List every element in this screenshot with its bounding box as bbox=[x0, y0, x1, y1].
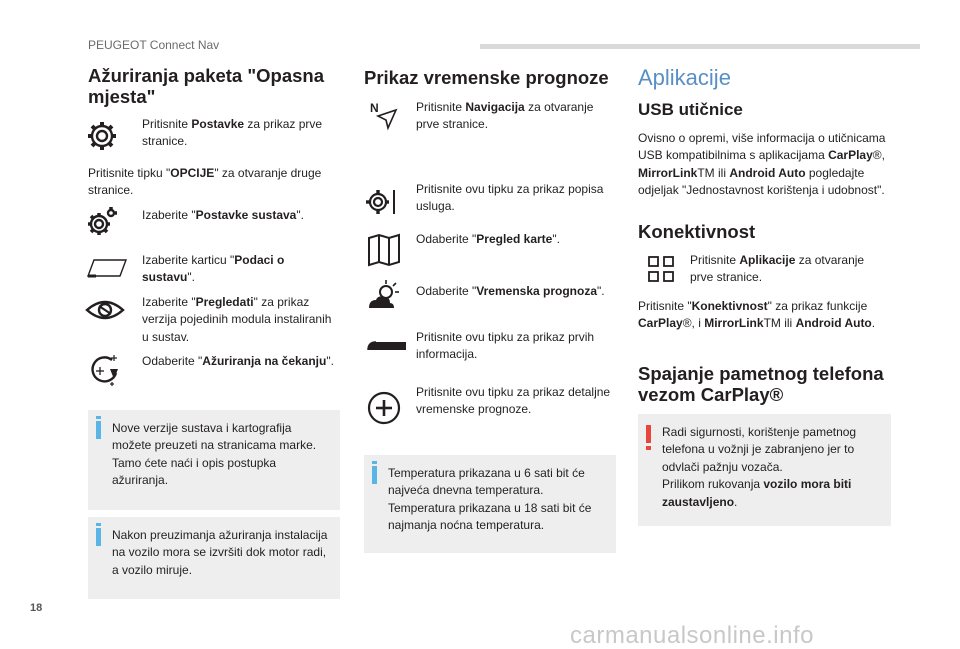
step-press-applications: Pritisnite Aplikacije za otvaranje prve stranice. bbox=[690, 253, 865, 285]
gear-icon bbox=[84, 118, 120, 154]
navigation-icon bbox=[366, 98, 402, 134]
subsection-title-carplay: Spajanje pametnog telefona vezom CarPlay® bbox=[638, 363, 884, 405]
info-note-installation: Nakon preuzimanja ažuriranja instalacija na vozilo mora se izvršiti dok motor radi, a vozilo miruje. bbox=[88, 517, 340, 599]
weather-tab-icon bbox=[364, 328, 408, 364]
step-press-settings: Pritisnite Postavke za prikaz prve stranice. bbox=[142, 117, 323, 149]
step-services-list: Pritisnite ovu tipku za prikaz popisa usluga. bbox=[416, 182, 604, 214]
tab-icon bbox=[86, 250, 130, 286]
map-icon bbox=[366, 232, 402, 268]
step-first-info: Pritisnite ovu tipku za prikaz prvih informacija. bbox=[416, 330, 595, 362]
info-icon bbox=[372, 466, 377, 484]
step-system-settings: Izaberite "Postavke sustava". bbox=[142, 208, 304, 222]
plus-circle-icon bbox=[366, 390, 402, 426]
running-header: PEUGEOT Connect Nav bbox=[88, 38, 220, 52]
info-icon bbox=[96, 421, 101, 439]
step-view-versions: Izaberite "Pregledati" za prikaz verzija pojedinih modula instaliranih u sustav. bbox=[142, 295, 332, 344]
info-note-downloads: Nove verzije sustava i kartografija možete preuzeti na stranicama marke. Tamo ćete naći i opis postupka ažuriranja. bbox=[88, 410, 340, 510]
subsection-title-connectivity: Konektivnost bbox=[638, 221, 756, 242]
gear-list-icon bbox=[364, 184, 400, 220]
eye-icon bbox=[84, 292, 126, 328]
update-icon bbox=[86, 351, 122, 387]
subsection-title-usb: USB utičnice bbox=[638, 100, 743, 119]
para-options: Pritisnite tipku "OPCIJE" za otvaranje druge stranice. bbox=[88, 166, 322, 198]
section-title-applications: Aplikacije bbox=[638, 65, 731, 90]
warning-icon bbox=[646, 425, 651, 443]
header-rule bbox=[480, 44, 920, 49]
para-connectivity: Pritisnite "Konektivnost" za prikaz funkcije CarPlay®, i MirrorLinkTM ili Android Auto. bbox=[638, 299, 876, 331]
watermark: carmanualsonline.info bbox=[570, 622, 814, 649]
apps-grid-icon bbox=[646, 254, 676, 284]
section-title-dangerous-areas: Ažuriranja paketa "Opasna mjesta" bbox=[88, 65, 324, 107]
step-pending-updates: Odaberite "Ažuriranja na čekanju". bbox=[142, 354, 334, 368]
step-weather-forecast: Odaberite "Vremenska prognoza". bbox=[416, 284, 605, 298]
info-note-temperature: Temperatura prikazana u 6 sati bit će najveća dnevna temperatura. Temperatura prikazana u 18 sati bit će najmanja noćna temperatura. bbox=[364, 455, 616, 553]
step-system-data-tab: Izaberite karticu "Podaci o sustavu". bbox=[142, 253, 285, 285]
page-number: 18 bbox=[30, 602, 43, 614]
step-detailed-forecast: Pritisnite ovu tipku za prikaz detaljne vremenske prognoze. bbox=[416, 385, 611, 417]
info-icon bbox=[96, 528, 101, 546]
section-title-weather: Prikaz vremenske prognoze bbox=[364, 67, 609, 88]
para-usb: Ovisno o opremi, više informacija o utičnicama USB kompatibilnima s aplikacijama CarPlay®, MirrorLinkTM ili Android Auto pogledajte odjeljak "Jednostavnost korištenja i udobnost". bbox=[638, 131, 886, 198]
gear-double-icon bbox=[84, 204, 120, 240]
step-map-overview: Odaberite "Pregled karte". bbox=[416, 232, 560, 246]
weather-icon bbox=[366, 278, 402, 314]
warning-note-safety: Radi sigurnosti, korištenje pametnog telefona u vožnji je zabranjeno jer to odvlači pažnju vozača. Prilikom rukovanja vozilo mora biti zaustavljeno. bbox=[638, 414, 891, 526]
step-press-navigation: Pritisnite Navigacija za otvaranje prve stranice. bbox=[416, 100, 594, 132]
svg-text:N: N bbox=[370, 101, 379, 115]
